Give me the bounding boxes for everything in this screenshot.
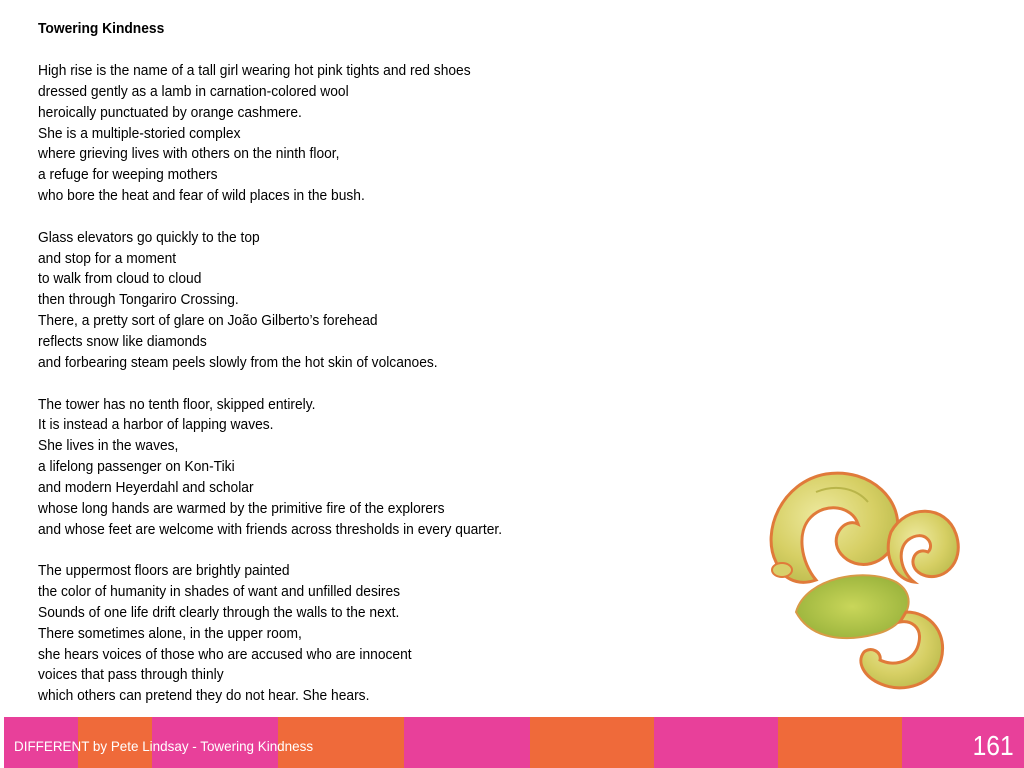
poem-line: dressed gently as a lamb in carnation-colored wool <box>38 82 349 100</box>
poem-line: where grieving lives with others on the ninth floor, <box>38 145 340 163</box>
poem-line: heroically punctuated by orange cashmere. <box>38 103 302 121</box>
poem-line: and modern Heyerdahl and scholar <box>38 478 254 496</box>
poem-line: a lifelong passenger on Kon-Tiki <box>38 458 235 476</box>
yellow-swirl-sculpture-icon <box>756 462 970 698</box>
poem-line: She is a multiple-storied complex <box>38 124 241 142</box>
poem-line: who bore the heat and fear of wild places in the bush. <box>38 187 365 205</box>
poem-stanza <box>38 61 502 207</box>
poem-line: to walk from cloud to cloud <box>38 270 202 288</box>
poem-line: Glass elevators go quickly to the top <box>38 228 260 246</box>
poem-stanza <box>38 228 502 374</box>
poem-line: which others can pretend they do not hear. She hears. <box>38 687 370 705</box>
poem-line: and whose feet are welcome with friends across thresholds in every quarter. <box>38 520 503 538</box>
poem-stanza <box>38 561 502 707</box>
poem-line: voices that pass through thinly <box>38 666 224 684</box>
poem-line: the color of humanity in shades of want and unfilled desires <box>38 583 401 601</box>
poem-line: She lives in the waves, <box>38 437 179 455</box>
poem-line: reflects snow like diamonds <box>38 332 207 350</box>
footer-caption: DIFFERENT by Pete Lindsay - Towering Kindness <box>14 738 314 754</box>
poem-body <box>38 61 502 707</box>
poem-line: and stop for a moment <box>38 249 177 267</box>
poem-line: and forbearing steam peels slowly from the hot skin of volcanoes. <box>38 353 438 371</box>
poem-title: Towering Kindness <box>38 20 165 37</box>
poem-line: There sometimes alone, in the upper room, <box>38 624 302 642</box>
poem-line: a refuge for weeping mothers <box>38 166 218 184</box>
poem-line: The uppermost floors are brightly painted <box>38 562 290 580</box>
poem-line: then through Tongariro Crossing. <box>38 291 239 309</box>
footer-segment <box>778 717 902 768</box>
poem-line: It is instead a harbor of lapping waves. <box>38 416 274 434</box>
poem-line: she hears voices of those who are accused who are innocent <box>38 645 412 663</box>
poem-line: Sounds of one life drift clearly through the walls to the next. <box>38 603 400 621</box>
footer-segment <box>530 717 654 768</box>
footer-segment <box>654 717 778 768</box>
page-number: 161 <box>972 730 1014 761</box>
poem-line: whose long hands are warmed by the primitive fire of the explorers <box>38 499 445 517</box>
poem-line: There, a pretty sort of glare on João Gilberto’s forehead <box>38 312 378 330</box>
poem-line: The tower has no tenth floor, skipped entirely. <box>38 395 316 413</box>
poem-stanza <box>38 395 502 541</box>
poem-line: High rise is the name of a tall girl wearing hot pink tights and red shoes <box>38 62 471 79</box>
footer-segment <box>404 717 530 768</box>
